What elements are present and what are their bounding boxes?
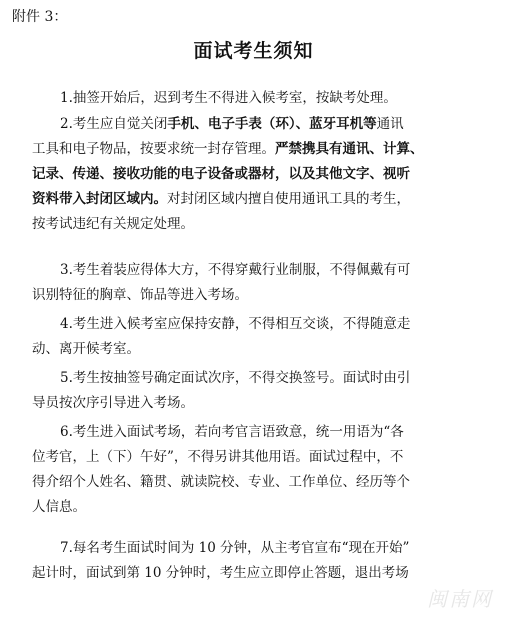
text-line <box>32 283 478 308</box>
text-segment: 起计时，面试到第 10 分钟时，考生应立即停止答题，退出考场 <box>32 565 409 581</box>
text-line <box>32 212 478 237</box>
text-segment: 6.考生进入面试考场，若向考官言语致意，统一用语为“各 <box>60 424 404 440</box>
text-line <box>32 137 478 162</box>
page-title: 面试考生须知 <box>193 40 314 62</box>
text-segment: 严禁携具有通讯、计算、 <box>275 141 424 157</box>
text-line <box>32 445 478 470</box>
text-segment: 人信息。 <box>32 499 86 515</box>
text-segment: 位考官，上（下）午好”，不得另讲其他用语。面试过程中，不 <box>32 449 404 465</box>
text-segment: 识别特征的胸章、饰品等进入考场。 <box>32 287 248 303</box>
text-segment: 4.考生进入候考室应保持安静，不得相互交谈，不得随意走 <box>60 316 411 332</box>
text-segment: 动、离开候考室。 <box>32 341 140 357</box>
text-segment: 对封闭区域内擅自使用通讯工具的考生， <box>167 191 410 207</box>
text-segment: 按考试违纪有关规定处理。 <box>32 216 194 232</box>
text-segment: 记录、传递、接收功能的电子设备或器材，以及其他文字、视听 <box>32 166 410 182</box>
attachment-label: 附件 3： <box>12 9 68 25</box>
text-line <box>32 258 478 283</box>
text-line <box>32 366 478 391</box>
notice-item-4 <box>32 312 478 362</box>
text-segment: 7.每名考生面试时间为 10 分钟，从主考官宣布“现在开始” <box>60 540 410 556</box>
text-line <box>32 391 478 416</box>
text-segment: 工具和电子物品，按要求统一封存管理。 <box>32 141 275 157</box>
text-segment: 3.考生着装应得体大方，不得穿戴行业制服，不得佩戴有可 <box>60 262 411 278</box>
text-segment: 导员按次序引导进入考场。 <box>32 395 194 411</box>
text-line <box>32 495 478 520</box>
notice-item-7 <box>32 536 478 586</box>
text-line <box>32 162 478 187</box>
text-segment: 得介绍个人姓名、籍贯、就读院校、专业、工作单位、经历等个 <box>32 474 410 490</box>
text-line <box>32 112 478 137</box>
text-line <box>32 337 478 362</box>
notice-item-5 <box>32 366 478 416</box>
watermark: 闽南网 <box>427 587 493 611</box>
notice-item-6 <box>32 420 478 520</box>
text-line <box>32 420 478 445</box>
notice-item-1 <box>32 86 478 111</box>
text-line <box>32 312 478 337</box>
text-line <box>32 470 478 495</box>
text-segment: 2.考生应自觉关闭 <box>60 116 168 132</box>
text-segment: 通讯 <box>376 116 404 132</box>
text-line <box>32 187 478 212</box>
text-segment: 手机、电子手表（环）、蓝牙耳机等 <box>167 116 377 132</box>
text-line <box>32 536 478 561</box>
text-segment: 资料带入封闭区域内。 <box>32 191 167 207</box>
text-segment: 1.抽签开始后，迟到考生不得进入候考室，按缺考处理。 <box>60 90 397 106</box>
notice-item-3 <box>32 258 478 308</box>
text-segment: 5.考生按抽签号确定面试次序，不得交换签号。面试时由引 <box>60 370 411 386</box>
text-line <box>32 86 478 111</box>
notice-item-2 <box>32 112 478 237</box>
text-line <box>32 561 478 586</box>
